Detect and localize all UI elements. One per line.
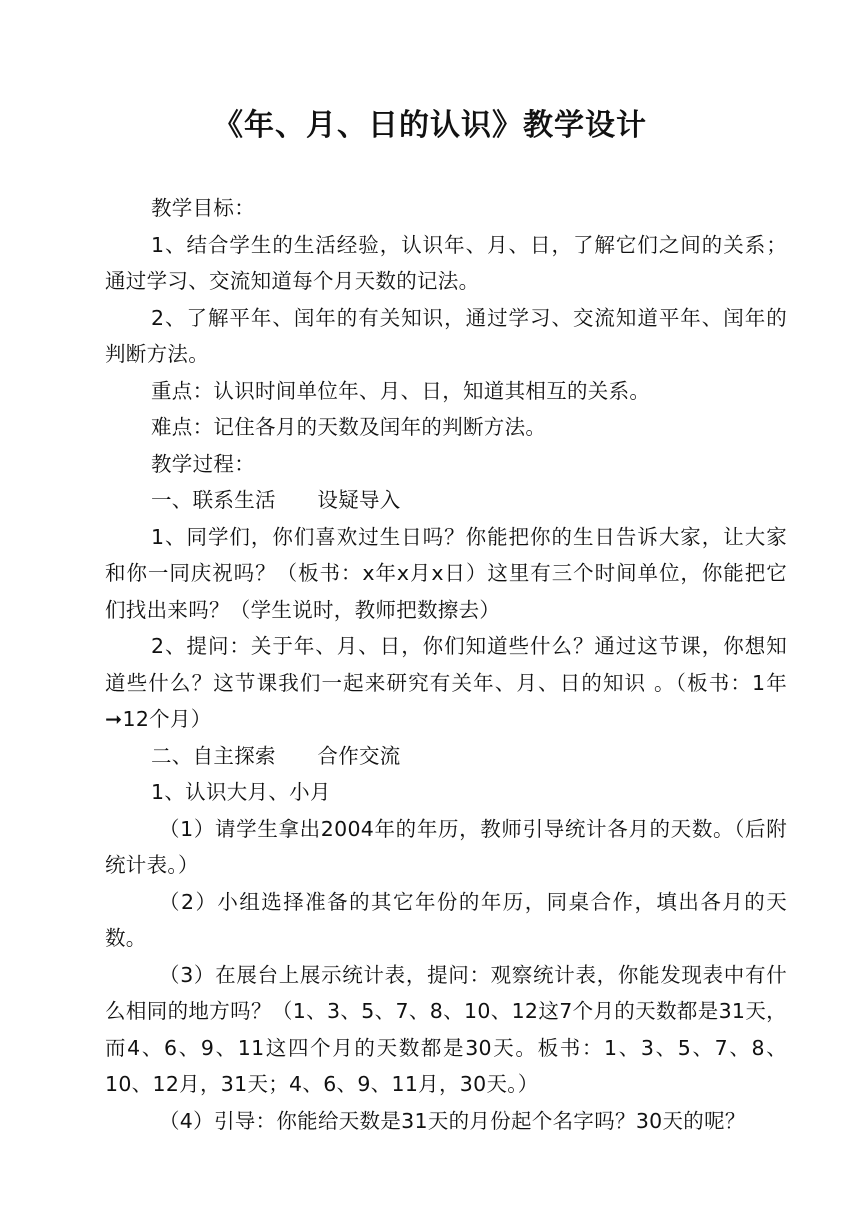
paragraph-section-1-heading: 一、联系生活 设疑导入 xyxy=(151,488,401,512)
paragraph-process-heading: 教学过程： xyxy=(151,451,255,476)
paragraph-section-1-item-2: 2、提问：关于年、月、日，你们知道些什么？通过这节课，你想知道些什么？这节课我们一起来研究有关年、月、日的知识 。（板书：1年➞12个月） xyxy=(105,634,787,731)
paragraph-step-4: （4）引导：你能给天数是31天的月份起个名字吗？30天的呢？ xyxy=(159,1108,746,1133)
paragraph-key-point: 重点：认识时间单位年、月、日，知道其相互的关系。 xyxy=(151,378,651,403)
paragraph-step-1: （1）请学生拿出2004年的年历，教师引导统计各月的天数。（后附统计表。） xyxy=(105,816,787,877)
paragraph-goal-1: 1、结合学生的生活经验，认识年、月、日，了解它们之间的关系；通过学习、交流知道每个月天数的记法。 xyxy=(105,232,787,293)
paragraph-section-1-item-1: 1、同学们，你们喜欢过生日吗？你能把你的生日告诉大家，让大家和你一同庆祝吗？（板书：x年x月x日）这里有三个时间单位，你能把它们找出来吗？（学生说时，教师把数擦去） xyxy=(105,524,787,622)
paragraph-section-2-heading: 二、自主探索 合作交流 xyxy=(151,743,401,768)
document-body xyxy=(105,190,787,1139)
paragraph-goal-2: 2、了解平年、闰年的有关知识，通过学习、交流知道平年、闰年的判断方法。 xyxy=(105,305,787,366)
paragraph-step-2: （2）小组选择准备的其它年份的年历，同桌合作，填出各月的天数。 xyxy=(105,889,787,950)
paragraph-step-3: （3）在展台上展示统计表，提问：观察统计表，你能发现表中有什么相同的地方吗？（1、3、5、7、8、10、12这7个月的天数都是31天，而4、6、9、11这四个月的天数都是30天。板书：1、3、5、7、8、10、12月，31天；4、6、9、11月，30天。） xyxy=(105,962,787,1096)
paragraph-difficulty: 难点：记住各月的天数及闰年的判断方法。 xyxy=(151,415,547,439)
paragraph-teaching-goals-heading: 教学目标： xyxy=(151,196,255,220)
paragraph-section-2-item-1: 1、认识大月、小月 xyxy=(151,780,331,804)
document-title: 《年、月、日的认识》教学设计 xyxy=(213,108,647,143)
